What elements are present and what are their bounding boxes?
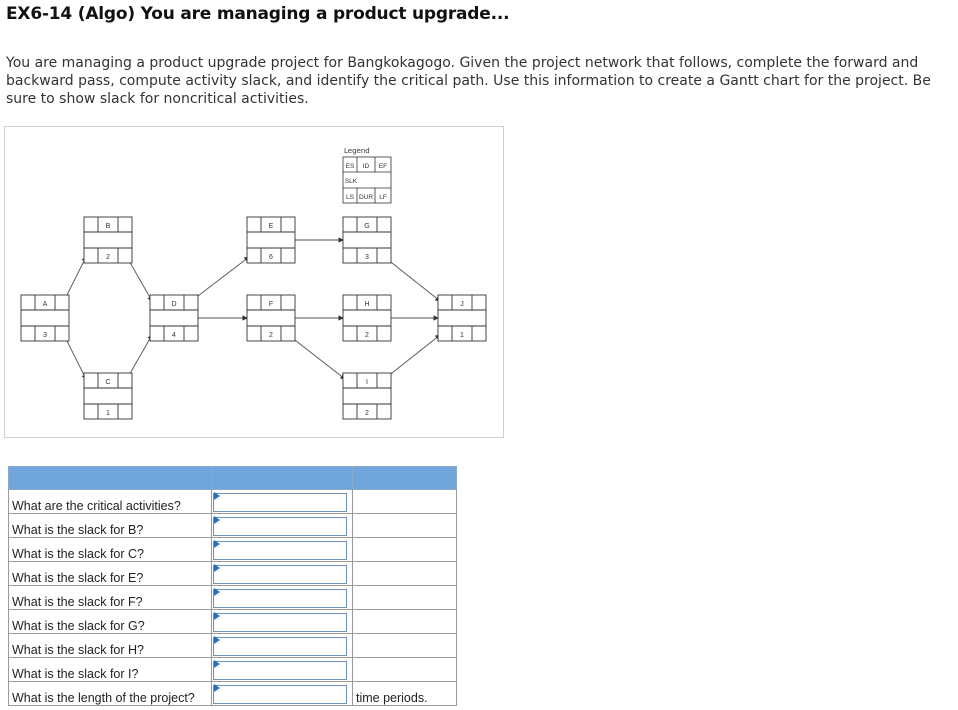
table-row (9, 658, 457, 682)
question-label: What is the slack for B? (9, 514, 212, 538)
legend-slk: SLK (344, 178, 358, 185)
node-id-label: G (364, 223, 370, 230)
node-duration-label: 1 (106, 410, 110, 417)
legend-lf: LF (379, 194, 387, 201)
answer-input-2[interactable] (213, 517, 347, 536)
activity-node-C (84, 373, 132, 419)
edge-C-D (128, 335, 152, 377)
header-cell-answer (212, 467, 353, 490)
required-marker-icon (214, 636, 220, 644)
answer-cell (212, 538, 353, 562)
unit-label (353, 538, 457, 562)
question-label: What is the slack for C? (9, 538, 212, 562)
unit-label (353, 490, 457, 514)
answer-cell (212, 634, 353, 658)
answer-cell (212, 658, 353, 682)
answer-table (8, 466, 457, 706)
node-duration-label: 2 (365, 332, 369, 339)
node-duration-label: 1 (460, 332, 464, 339)
unit-label (353, 634, 457, 658)
node-id-label: H (364, 301, 370, 308)
answer-cell (212, 610, 353, 634)
page-title: EX6-14 (Algo) You are managing a product upgrade... (6, 4, 510, 24)
activity-node-H (343, 295, 391, 341)
activity-node-J (438, 295, 486, 341)
answer-input-4[interactable] (213, 565, 347, 584)
legend-dur: DUR (358, 194, 374, 201)
table-row (9, 634, 457, 658)
required-marker-icon (214, 660, 220, 668)
answer-input-1[interactable] (213, 493, 347, 512)
activity-node-E (247, 217, 295, 263)
edge-D-E (194, 257, 249, 299)
node-duration-label: 4 (172, 332, 176, 339)
project-network-diagram (4, 126, 504, 438)
edge-G-J (387, 259, 440, 301)
unit-label (353, 610, 457, 634)
node-id-label: E (268, 223, 274, 230)
question-label: What is the slack for H? (9, 634, 212, 658)
node-duration-label: 3 (365, 254, 369, 261)
node-duration-label: 2 (106, 254, 110, 261)
question-label: What is the slack for F? (9, 586, 212, 610)
edge-F-I (291, 337, 345, 379)
edge-B-D (128, 259, 152, 301)
required-marker-icon (214, 612, 220, 620)
activity-node-A (21, 295, 69, 341)
node-id-label: I (366, 379, 368, 386)
edge-A-C (65, 337, 86, 379)
node-id-label: A (42, 301, 48, 308)
activity-node-B (84, 217, 132, 263)
header-cell-question (9, 467, 212, 490)
node-id-label: J (460, 301, 464, 308)
node-id-label: F (268, 301, 274, 308)
table-row (9, 682, 457, 706)
question-label: What is the slack for E? (9, 562, 212, 586)
question-label: What is the slack for G? (9, 610, 212, 634)
node-id-label: C (105, 379, 111, 386)
activity-node-D (150, 295, 198, 341)
node-duration-label: 2 (269, 332, 273, 339)
answer-input-8[interactable] (213, 661, 347, 680)
legend-es: ES (345, 163, 355, 170)
activity-node-F (247, 295, 295, 341)
answer-cell (212, 682, 353, 706)
unit-label (353, 562, 457, 586)
unit-label (353, 514, 457, 538)
answer-cell (212, 562, 353, 586)
required-marker-icon (214, 564, 220, 572)
table-row (9, 562, 457, 586)
question-label: What is the slack for I? (9, 658, 212, 682)
required-marker-icon (214, 684, 220, 692)
table-row (9, 490, 457, 514)
table-header-row (9, 467, 457, 490)
node-duration-label: 6 (269, 254, 273, 261)
question-label: What is the length of the project? (9, 682, 212, 706)
unit-label (353, 586, 457, 610)
legend-id: ID (362, 163, 370, 170)
activity-node-I (343, 373, 391, 419)
legend-ls: LS (346, 194, 354, 201)
node-duration-label: 3 (43, 332, 47, 339)
table-row (9, 514, 457, 538)
edge-A-B (65, 257, 86, 299)
table-row (9, 610, 457, 634)
network-svg (5, 127, 503, 437)
node-id-label: B (105, 223, 111, 230)
node-duration-label: 2 (365, 410, 369, 417)
legend-ef: EF (378, 163, 388, 170)
table-row (9, 538, 457, 562)
legend-title: Legend (344, 147, 370, 155)
activity-node-G (343, 217, 391, 263)
table-row (9, 586, 457, 610)
required-marker-icon (214, 516, 220, 524)
required-marker-icon (214, 540, 220, 548)
edge-I-J (387, 335, 440, 377)
answer-input-9[interactable] (213, 685, 347, 704)
answer-input-3[interactable] (213, 541, 347, 560)
header-cell-unit (353, 467, 457, 490)
node-id-label: D (171, 301, 177, 308)
answer-input-5[interactable] (213, 589, 347, 608)
required-marker-icon (214, 588, 220, 596)
answer-cell (212, 586, 353, 610)
answer-input-6[interactable] (213, 613, 347, 632)
unit-label: time periods. (353, 682, 457, 706)
unit-label (353, 658, 457, 682)
answer-cell (212, 490, 353, 514)
required-marker-icon (214, 492, 220, 500)
answer-input-7[interactable] (213, 637, 347, 656)
question-label: What are the critical activities? (9, 490, 212, 514)
answer-cell (212, 514, 353, 538)
problem-description: You are managing a product upgrade project for Bangkokagogo. Given the project network that follows, complete the forward and backward pass, compute activity slack, and identify the critical path. Use this information to create a Gantt chart for the project. Be sure to show slack for noncritical activities. (6, 55, 931, 107)
diagram-legend (343, 147, 391, 203)
